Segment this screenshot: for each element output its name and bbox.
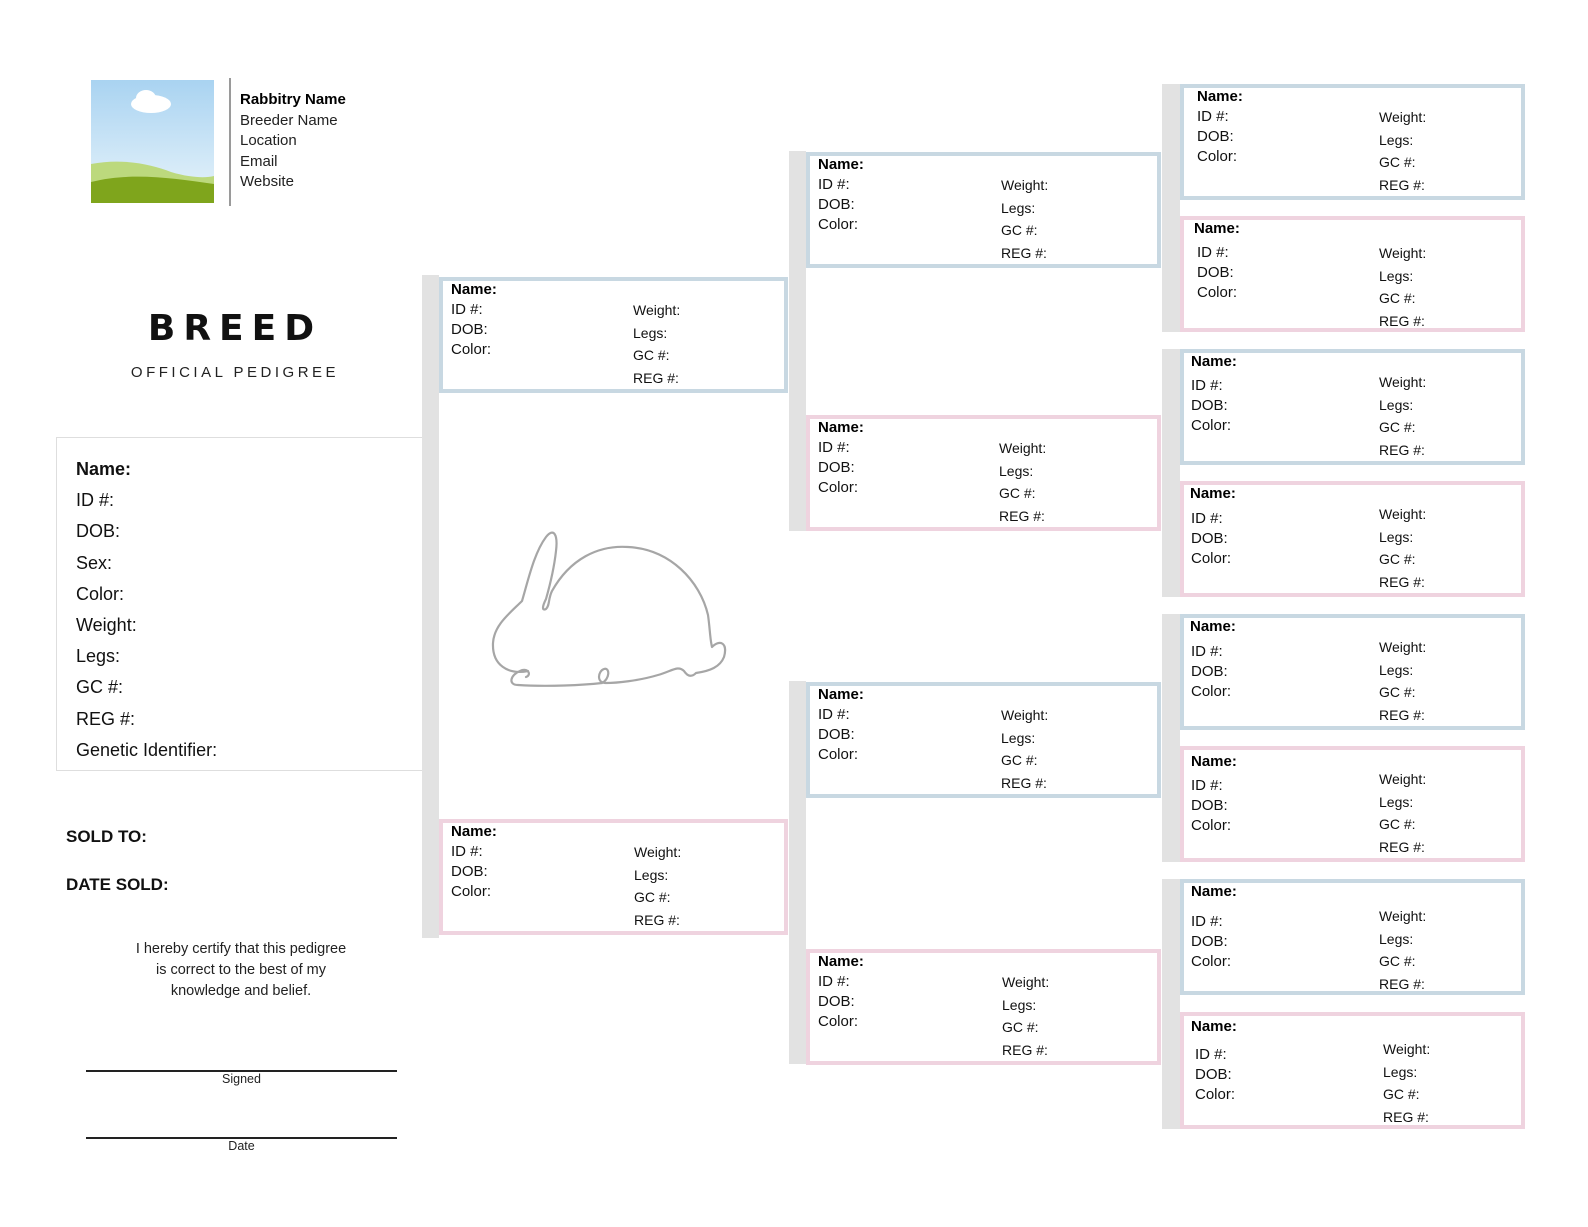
pedigree-subtitle: OFFICIAL PEDIGREE xyxy=(130,364,340,381)
card-gc-label: GC #: xyxy=(1379,953,1416,969)
signed-label: Signed xyxy=(222,1072,261,1086)
card-reg-label: REG #: xyxy=(633,369,679,386)
card-id-label: ID #: xyxy=(451,301,483,318)
generation-2-bar-upper xyxy=(789,151,806,531)
great-grandparent-card-3 xyxy=(1180,349,1525,465)
subject-info-box xyxy=(56,437,424,771)
subject-color-label: Color: xyxy=(76,583,125,604)
paternal-granddam-card xyxy=(806,415,1161,531)
card-weight-label: Weight: xyxy=(1001,707,1049,723)
generation-3-bar-3 xyxy=(1162,614,1180,862)
breeder-info xyxy=(240,90,346,193)
card-right-fields xyxy=(1379,905,1426,995)
great-grandparent-card-6 xyxy=(1180,746,1525,862)
card-right-fields xyxy=(1001,704,1048,794)
subject-name-label: Name: xyxy=(76,459,132,479)
card-legs-label: Legs: xyxy=(633,324,668,341)
card-right-fields xyxy=(1002,971,1049,1061)
rabbitry-logo xyxy=(91,80,214,203)
card-name-label: Name: xyxy=(1191,353,1237,370)
breeder-website: Website xyxy=(240,173,294,190)
card-gc-label: GC #: xyxy=(1383,1086,1420,1102)
card-name-label: Name: xyxy=(451,823,497,840)
card-weight-label: Weight: xyxy=(1379,639,1427,655)
card-dob-label: DOB: xyxy=(818,726,855,743)
card-reg-label: REG #: xyxy=(1379,573,1425,590)
card-id-label: ID #: xyxy=(1191,643,1223,660)
card-dob-label: DOB: xyxy=(1197,128,1234,145)
card-name-label: Name: xyxy=(818,953,864,970)
card-dob-label: DOB: xyxy=(1195,1066,1232,1083)
cert-line-2: is correct to the best of my xyxy=(155,962,327,978)
paternal-grandsire-card xyxy=(806,152,1161,268)
card-weight-label: Weight: xyxy=(1002,974,1050,990)
card-right-fields xyxy=(1379,503,1426,593)
card-id-label: ID #: xyxy=(1191,510,1223,527)
card-name-label: Name: xyxy=(818,156,864,173)
card-left-fields xyxy=(1195,1045,1235,1105)
card-gc-label: GC #: xyxy=(1379,154,1416,170)
card-dob-label: DOB: xyxy=(1191,797,1228,814)
card-left-fields xyxy=(818,705,858,765)
card-name-label: Name: xyxy=(1190,485,1236,502)
generation-3-bar-4 xyxy=(1162,879,1180,1129)
great-grandparent-card-4 xyxy=(1180,481,1525,597)
card-name-label: Name: xyxy=(1191,1018,1237,1035)
card-gc-label: GC #: xyxy=(999,485,1036,501)
card-left-fields xyxy=(1191,642,1231,702)
card-name-label: Name: xyxy=(1191,753,1237,770)
card-gc-label: GC #: xyxy=(1379,551,1416,567)
card-legs-label: Legs: xyxy=(1379,930,1414,947)
subject-gc-label: GC #: xyxy=(76,677,124,698)
subject-sex-label: Sex: xyxy=(76,552,113,573)
card-color-label: Color: xyxy=(1197,284,1238,301)
landscape-logo-icon xyxy=(91,80,214,203)
subject-id-label: ID #: xyxy=(76,490,115,511)
cert-line-3: knowledge and belief. xyxy=(170,983,312,999)
card-weight-label: Weight: xyxy=(1379,908,1427,924)
card-name-label: Name: xyxy=(818,419,864,436)
maternal-granddam-card xyxy=(806,949,1161,1065)
card-weight-label: Weight: xyxy=(1379,374,1427,390)
card-reg-label: REG #: xyxy=(1379,838,1425,855)
card-weight-label: Weight: xyxy=(1383,1041,1431,1057)
card-legs-label: Legs: xyxy=(1379,131,1414,148)
card-weight-label: Weight: xyxy=(1001,177,1049,193)
card-id-label: ID #: xyxy=(818,176,850,193)
card-gc-label: GC #: xyxy=(634,889,671,905)
card-dob-label: DOB: xyxy=(1197,264,1234,281)
generation-3-bar-2 xyxy=(1162,349,1180,597)
card-legs-label: Legs: xyxy=(1001,199,1036,216)
card-name-label: Name: xyxy=(818,686,864,703)
card-right-fields xyxy=(1379,636,1426,726)
card-weight-label: Weight: xyxy=(633,302,681,318)
date-label: Date xyxy=(228,1139,255,1153)
card-color-label: Color: xyxy=(818,746,859,763)
card-left-fields xyxy=(451,300,491,360)
card-name-label: Name: xyxy=(1197,88,1243,105)
subject-reg-label: REG #: xyxy=(76,708,136,729)
card-reg-label: REG #: xyxy=(999,507,1045,524)
cert-line-1: I hereby certify that this pedigree xyxy=(135,941,347,957)
rabbitry-name: Rabbitry Name xyxy=(240,91,346,108)
card-left-fields xyxy=(1197,243,1237,303)
subject-genetic-label: Genetic Identifier: xyxy=(76,739,218,760)
card-color-label: Color: xyxy=(451,883,492,900)
card-gc-label: GC #: xyxy=(633,347,670,363)
card-reg-label: REG #: xyxy=(1379,975,1425,992)
card-reg-label: REG #: xyxy=(1001,774,1047,791)
card-dob-label: DOB: xyxy=(451,321,488,338)
card-left-fields xyxy=(1191,376,1231,436)
card-gc-label: GC #: xyxy=(1379,419,1416,435)
card-id-label: ID #: xyxy=(818,706,850,723)
card-color-label: Color: xyxy=(1197,148,1238,165)
card-legs-label: Legs: xyxy=(1379,528,1414,545)
card-right-fields xyxy=(1379,106,1426,196)
breed-title: BREED xyxy=(147,308,323,349)
dam-card xyxy=(439,819,788,935)
card-right-fields xyxy=(1383,1038,1430,1128)
card-legs-label: Legs: xyxy=(1379,793,1414,810)
card-legs-label: Legs: xyxy=(1001,729,1036,746)
card-legs-label: Legs: xyxy=(1002,996,1037,1013)
card-id-label: ID #: xyxy=(1191,777,1223,794)
card-color-label: Color: xyxy=(1191,683,1232,700)
maternal-grandsire-card xyxy=(806,682,1161,798)
card-name-label: Name: xyxy=(1191,883,1237,900)
bunny-illustration xyxy=(488,525,733,705)
card-right-fields xyxy=(634,841,681,931)
card-left-fields xyxy=(1191,912,1231,972)
card-name-label: Name: xyxy=(451,281,497,298)
card-dob-label: DOB: xyxy=(818,993,855,1010)
card-gc-label: GC #: xyxy=(1002,1019,1039,1035)
card-legs-label: Legs: xyxy=(1383,1063,1418,1080)
card-color-label: Color: xyxy=(1191,817,1232,834)
subject-dob-label: DOB: xyxy=(76,521,121,542)
card-id-label: ID #: xyxy=(451,843,483,860)
card-legs-label: Legs: xyxy=(999,462,1034,479)
sire-card xyxy=(439,277,788,393)
card-left-fields xyxy=(818,175,858,235)
card-gc-label: GC #: xyxy=(1379,684,1416,700)
card-weight-label: Weight: xyxy=(634,844,682,860)
breeder-email: Email xyxy=(240,152,278,170)
great-grandparent-card-5 xyxy=(1180,614,1525,730)
card-reg-label: REG #: xyxy=(1001,244,1047,261)
card-dob-label: DOB: xyxy=(1191,663,1228,680)
card-id-label: ID #: xyxy=(1197,244,1229,261)
card-reg-label: REG #: xyxy=(1383,1108,1429,1125)
card-weight-label: Weight: xyxy=(1379,506,1427,522)
card-name-label: Name: xyxy=(1190,618,1236,635)
generation-2-bar-lower xyxy=(789,681,806,1064)
card-name-label: Name: xyxy=(1194,220,1240,237)
card-weight-label: Weight: xyxy=(1379,771,1427,787)
card-gc-label: GC #: xyxy=(1001,222,1038,238)
card-dob-label: DOB: xyxy=(1191,397,1228,414)
breeder-name: Breeder Name xyxy=(240,111,338,129)
card-gc-label: GC #: xyxy=(1001,752,1038,768)
card-gc-label: GC #: xyxy=(1379,816,1416,832)
generation-3-bar-1 xyxy=(1162,84,1180,332)
card-reg-label: REG #: xyxy=(634,911,680,928)
card-right-fields xyxy=(1379,768,1426,858)
rabbit-line-art-icon xyxy=(488,525,733,700)
card-left-fields xyxy=(1191,776,1231,836)
certification-text xyxy=(90,939,392,1002)
card-legs-label: Legs: xyxy=(1379,267,1414,284)
subject-weight-label: Weight: xyxy=(76,614,137,635)
breeder-location: Location xyxy=(240,132,297,149)
card-left-fields xyxy=(451,842,491,902)
header-divider xyxy=(229,78,231,206)
card-color-label: Color: xyxy=(1191,953,1232,970)
card-reg-label: REG #: xyxy=(1002,1041,1048,1058)
card-left-fields xyxy=(1197,107,1237,167)
great-grandparent-card-2 xyxy=(1180,216,1525,332)
card-weight-label: Weight: xyxy=(999,440,1047,456)
great-grandparent-card-7 xyxy=(1180,879,1525,995)
generation-1-bar xyxy=(422,275,439,938)
card-weight-label: Weight: xyxy=(1379,245,1427,261)
card-color-label: Color: xyxy=(1195,1086,1236,1103)
card-color-label: Color: xyxy=(818,479,859,496)
card-dob-label: DOB: xyxy=(818,459,855,476)
card-reg-label: REG #: xyxy=(1379,176,1425,193)
great-grandparent-card-1 xyxy=(1180,84,1525,200)
card-right-fields xyxy=(1001,174,1048,264)
card-right-fields xyxy=(1379,371,1426,461)
sold-to-label: SOLD TO: xyxy=(66,827,147,846)
card-color-label: Color: xyxy=(818,1013,859,1030)
card-id-label: ID #: xyxy=(1195,1046,1227,1063)
card-id-label: ID #: xyxy=(818,973,850,990)
card-left-fields xyxy=(818,438,858,498)
card-color-label: Color: xyxy=(818,216,859,233)
card-color-label: Color: xyxy=(1191,550,1232,567)
card-color-label: Color: xyxy=(451,341,492,358)
card-reg-label: REG #: xyxy=(1379,312,1425,329)
card-gc-label: GC #: xyxy=(1379,290,1416,306)
card-id-label: ID #: xyxy=(1191,913,1223,930)
card-dob-label: DOB: xyxy=(1191,530,1228,547)
date-sold-label: DATE SOLD: xyxy=(66,875,169,894)
card-left-fields xyxy=(1191,509,1231,569)
card-dob-label: DOB: xyxy=(818,196,855,213)
subject-legs-label: Legs: xyxy=(76,646,121,667)
card-id-label: ID #: xyxy=(1191,377,1223,394)
card-reg-label: REG #: xyxy=(1379,441,1425,458)
card-right-fields xyxy=(1379,242,1426,332)
card-reg-label: REG #: xyxy=(1379,706,1425,723)
card-dob-label: DOB: xyxy=(451,863,488,880)
card-color-label: Color: xyxy=(1191,417,1232,434)
card-legs-label: Legs: xyxy=(1379,661,1414,678)
card-weight-label: Weight: xyxy=(1379,109,1427,125)
card-id-label: ID #: xyxy=(818,439,850,456)
card-legs-label: Legs: xyxy=(1379,396,1414,413)
card-dob-label: DOB: xyxy=(1191,933,1228,950)
great-grandparent-card-8 xyxy=(1180,1012,1525,1129)
card-legs-label: Legs: xyxy=(634,866,669,883)
card-id-label: ID #: xyxy=(1197,108,1229,125)
card-right-fields xyxy=(999,437,1046,527)
card-right-fields xyxy=(633,299,680,389)
card-left-fields xyxy=(818,972,858,1032)
